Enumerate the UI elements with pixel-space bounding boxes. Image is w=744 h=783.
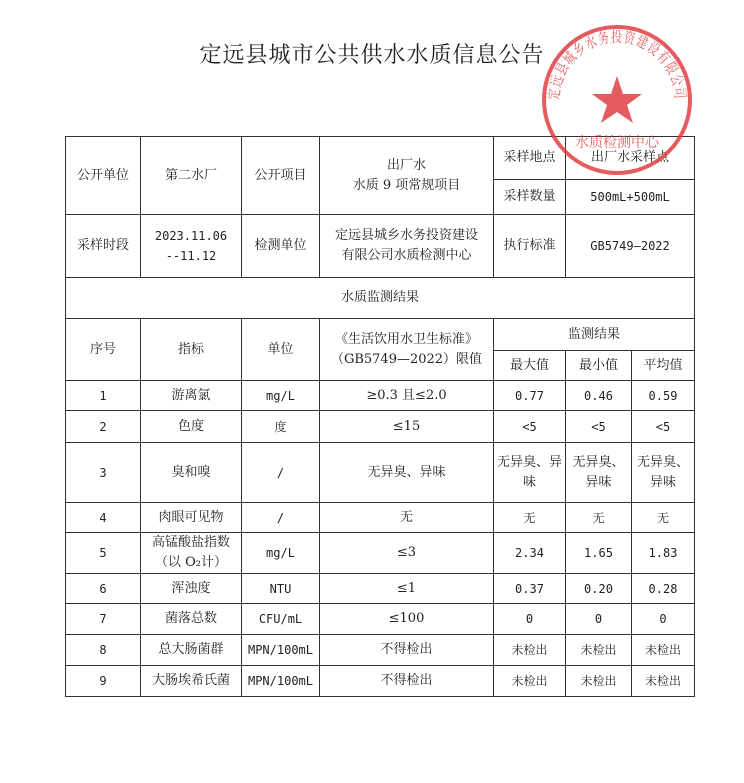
row-avg: 0.59	[632, 381, 695, 411]
row-no: 9	[66, 666, 141, 697]
row-avg: 0	[632, 604, 695, 635]
row-avg: 未检出	[632, 635, 695, 666]
site-value: 出厂水采样点	[566, 137, 695, 180]
row-unit: /	[242, 503, 320, 533]
section-title: 水质监测结果	[66, 278, 695, 319]
row-min: 1.65	[566, 533, 632, 574]
row-unit: /	[242, 443, 320, 503]
row-indicator: 菌落总数	[141, 604, 242, 635]
row-limit: ≥0.3 且≤2.0	[320, 381, 494, 411]
col-unit: 单位	[242, 319, 320, 381]
row-avg: 0.28	[632, 574, 695, 604]
table-row	[66, 381, 695, 411]
row-unit: mg/L	[242, 381, 320, 411]
std-label: 执行标准	[494, 215, 566, 278]
row-no: 1	[66, 381, 141, 411]
water-quality-table	[65, 136, 695, 697]
row-indicator: 高锰酸盐指数 （以 O₂计）	[141, 533, 242, 574]
row-unit: CFU/mL	[242, 604, 320, 635]
svg-text:水质检测中心: 水质检测中心	[575, 135, 659, 151]
row-max: 无异臭、异味	[494, 443, 566, 503]
col-result: 监测结果	[494, 319, 695, 351]
table-row	[66, 411, 695, 443]
row-limit: ≤3	[320, 533, 494, 574]
table-row	[66, 604, 695, 635]
row-indicator: 臭和嗅	[141, 443, 242, 503]
row-avg: 1.83	[632, 533, 695, 574]
table-row	[66, 666, 695, 697]
row-indicator: 肉眼可见物	[141, 503, 242, 533]
row-unit: mg/L	[242, 533, 320, 574]
row-max: 未检出	[494, 666, 566, 697]
table-row	[66, 503, 695, 533]
col-indicator: 指标	[141, 319, 242, 381]
row-min: 无	[566, 503, 632, 533]
col-max: 最大值	[494, 351, 566, 381]
table-row	[66, 635, 695, 666]
col-no: 序号	[66, 319, 141, 381]
row-unit: MPN/100mL	[242, 666, 320, 697]
row-no: 2	[66, 411, 141, 443]
row-indicator: 游离氯	[141, 381, 242, 411]
row-indicator: 浑浊度	[141, 574, 242, 604]
row-indicator: 大肠埃希氏菌	[141, 666, 242, 697]
std-value: GB5749—2022	[566, 215, 695, 278]
period-label: 采样时段	[66, 215, 141, 278]
row-max: <5	[494, 411, 566, 443]
table-row	[66, 533, 695, 574]
lab-value: 定远县城乡水务投资建设 有限公司水质检测中心	[320, 215, 494, 278]
row-min: 0.20	[566, 574, 632, 604]
row-max: 2.34	[494, 533, 566, 574]
qty-label: 采样数量	[494, 180, 566, 215]
row-no: 8	[66, 635, 141, 666]
row-max: 0	[494, 604, 566, 635]
qty-value: 500mL+500mL	[566, 180, 695, 215]
table-row	[66, 443, 695, 503]
row-avg: 无异臭、异味	[632, 443, 695, 503]
row-max: 0.37	[494, 574, 566, 604]
row-min: <5	[566, 411, 632, 443]
row-indicator: 色度	[141, 411, 242, 443]
publisher-label: 公开单位	[66, 137, 141, 215]
row-no: 6	[66, 574, 141, 604]
row-min: 无异臭、异味	[566, 443, 632, 503]
item-label: 公开项目	[242, 137, 320, 215]
row-unit: MPN/100mL	[242, 635, 320, 666]
period-value: 2023.11.06 --11.12	[141, 215, 242, 278]
row-min: 未检出	[566, 635, 632, 666]
row-min: 0.46	[566, 381, 632, 411]
row-limit: ≤15	[320, 411, 494, 443]
row-unit: NTU	[242, 574, 320, 604]
publisher-value: 第二水厂	[141, 137, 242, 215]
svg-text:定远县城乡水务投资建设有限公司: 定远县城乡水务投资建设有限公司	[544, 27, 690, 105]
table-row	[66, 574, 695, 604]
row-min: 未检出	[566, 666, 632, 697]
row-limit: 无	[320, 503, 494, 533]
row-limit: 不得检出	[320, 635, 494, 666]
row-max: 未检出	[494, 635, 566, 666]
site-label: 采样地点	[494, 137, 566, 180]
row-min: 0	[566, 604, 632, 635]
row-avg: 无	[632, 503, 695, 533]
row-no: 4	[66, 503, 141, 533]
row-indicator: 总大肠菌群	[141, 635, 242, 666]
row-max: 无	[494, 503, 566, 533]
row-avg: 未检出	[632, 666, 695, 697]
row-max: 0.77	[494, 381, 566, 411]
row-limit: ≤1	[320, 574, 494, 604]
row-avg: <5	[632, 411, 695, 443]
row-limit: 无异臭、异味	[320, 443, 494, 503]
item-value: 出厂水 水质 9 项常规项目	[320, 137, 494, 215]
lab-label: 检测单位	[242, 215, 320, 278]
col-limit: 《生活饮用水卫生标准》 （GB5749—2022）限值	[320, 319, 494, 381]
col-min: 最小值	[566, 351, 632, 381]
row-unit: 度	[242, 411, 320, 443]
row-no: 3	[66, 443, 141, 503]
col-avg: 平均值	[632, 351, 695, 381]
row-limit: ≤100	[320, 604, 494, 635]
row-no: 5	[66, 533, 141, 574]
page-title: 定远县城市公共供水水质信息公告	[199, 43, 545, 68]
row-limit: 不得检出	[320, 666, 494, 697]
row-no: 7	[66, 604, 141, 635]
